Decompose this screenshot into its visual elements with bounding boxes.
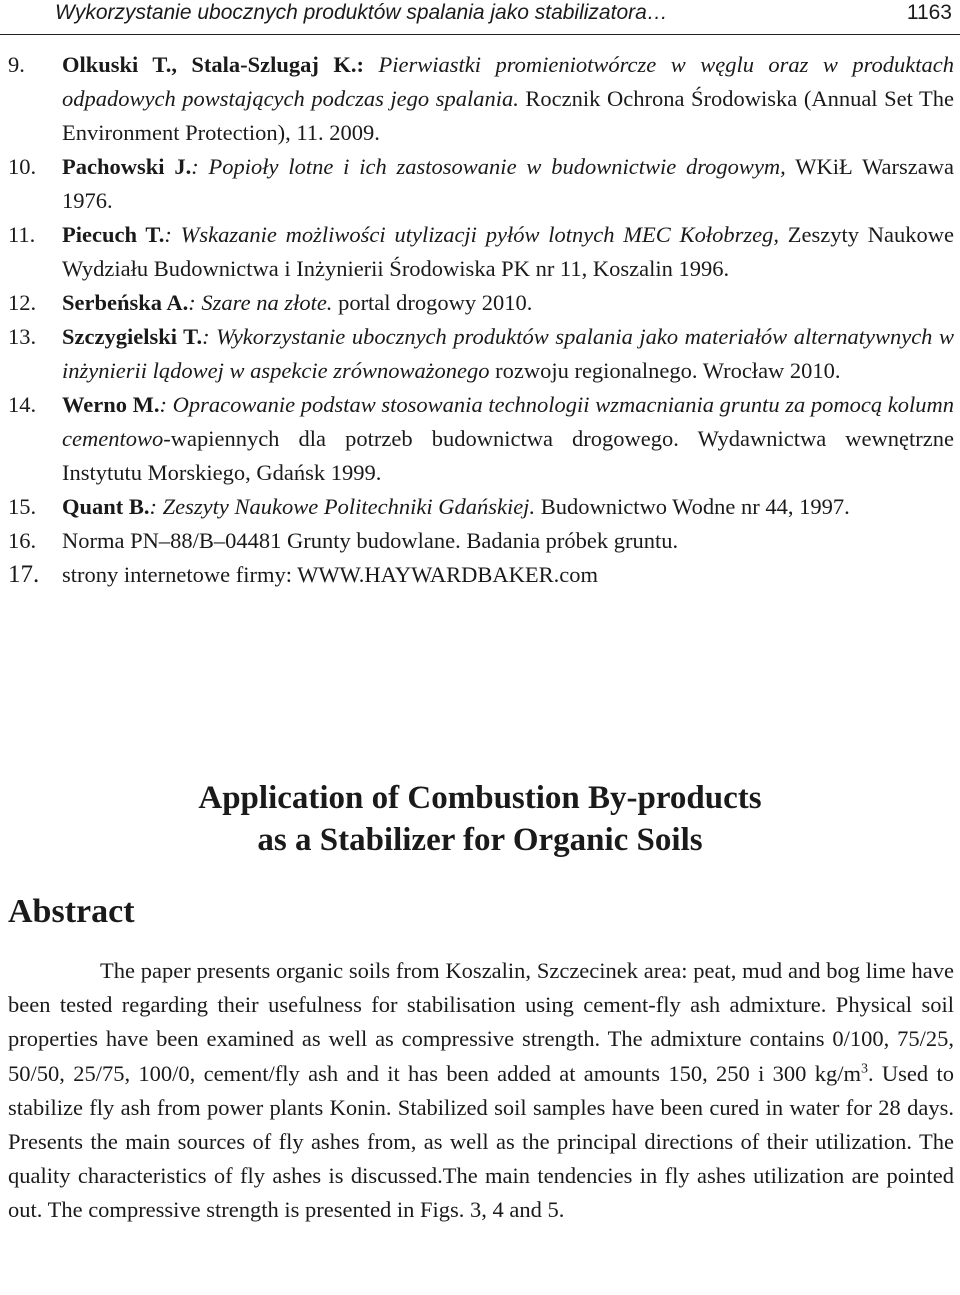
reference-number: 13. [8,324,37,349]
reference-item [8,286,954,320]
reference-number: 12. [8,290,37,315]
reference-title: : Zeszyty Naukowe Politechniki Gdańskiej. [149,494,536,519]
reference-number: 10. [8,154,37,179]
reference-author: Pachowski J. [62,154,192,179]
abstract-text-part: . Used to stabilize fly ash from power plants Konin. Stabilized soil samples have been cured in water for 28 days. Presents the main sources of fly ashes from, as well as the principal directions of their utilization. The quality characteristics of fly ashes is discussed.The main tendencies in fly ashes utilization are pointed out. The compressive strength is presented in Figs. 3, 4 and 5. [8,1060,954,1223]
reference-title: : Wykorzystanie ubocznych produktów spalania jako materiałów alternatywnych w inżynierii lądowej w aspekcie zrównoważonego [62,324,954,383]
reference-title: : Wskazanie możliwości utylizacji pyłów lotnych MEC Kołobrzeg, [164,222,779,247]
reference-author: Werno M. [62,392,160,417]
reference-source: Budownictwo Wodne nr 44, 1997. [535,494,850,519]
paper-title-line: Application of Combustion By-products [198,780,762,816]
reference-item [8,48,954,150]
reference-number: 17. [8,561,40,588]
reference-title: : Opracowanie podstaw stosowania technologii wzmacniania gruntu za pomocą kolumn cementowo- [62,392,954,451]
reference-source: wapiennych dla potrzeb budownictwa drogowego. Wydawnictwa wewnętrzne Instytutu Morskiego, Gdańsk 1999. [62,426,954,485]
reference-source: portal drogowy 2010. [332,290,533,315]
reference-number: 16. [8,528,37,553]
reference-item [8,218,954,286]
abstract-body [8,954,954,1228]
reference-author: Szczygielski T. [62,324,203,349]
reference-author: Serbeńska A. [62,290,189,315]
reference-source: WKiŁ Warszawa 1976. [62,154,955,213]
reference-item [8,388,954,490]
reference-item [8,320,954,388]
reference-title: : Szare na złote. [188,290,333,315]
reference-title: : Popioły lotne i ich zastosowanie w budownictwie drogowym, [191,154,786,179]
reference-source: Norma PN‒88/B‒04481 Grunty budowlane. Badania próbek gruntu. [62,528,679,553]
reference-number: 11. [8,222,36,247]
page-number: 1163 [906,1,952,24]
reference-title: Pierwiastki promieniotwórcze w węglu oraz w produktach odpadowych powstających podczas jego spalania. [62,52,955,111]
reference-author: Quant B. [62,494,150,519]
reference-number: 15. [8,494,37,519]
reference-author: Piecuch T. [62,222,165,247]
reference-item [8,490,954,524]
reference-item [8,150,954,218]
abstract-heading: Abstract [8,893,135,930]
abstract-text-part: The paper presents organic soils from Koszalin, Szczecinek area: peat, mud and bog lime have been tested regarding their usefulness for stabilisation using cement-fly ash admixture. Physical soil properties have been examined as well as compressive strength. The admixture contains 0/100, 75/25, 50/50, 25/75, 100/0, cement/fly ash and it has been added at amounts 150, 250 i 300 kg/m [8,958,954,1086]
reference-item [8,558,954,592]
superscript: 3 [860,1061,868,1077]
reference-item [8,524,954,558]
reference-number: 9. [8,52,25,77]
paper-title [0,777,960,861]
reference-source: Rocznik Ochrona Środowiska (Annual Set The Environment Protection), 11. 2009. [62,86,955,145]
reference-source: strony internetowe firmy: WWW.HAYWARDBAKER.com [62,562,598,587]
reference-author: Olkuski T., Stala-Szlugaj K.: [62,52,365,77]
paper-title-line: as a Stabilizer for Organic Soils [257,822,703,858]
running-header-title: Wykorzystanie ubocznych produktów spalania jako stabilizatora… [55,1,668,24]
reference-list [8,48,954,592]
running-header [0,0,960,35]
reference-source: Zeszyty Naukowe Wydziału Budownictwa i Inżynierii Środowiska PK nr 11, Koszalin 1996. [62,222,954,281]
reference-source: rozwoju regionalnego. Wrocław 2010. [489,358,841,383]
reference-number: 14. [8,392,37,417]
